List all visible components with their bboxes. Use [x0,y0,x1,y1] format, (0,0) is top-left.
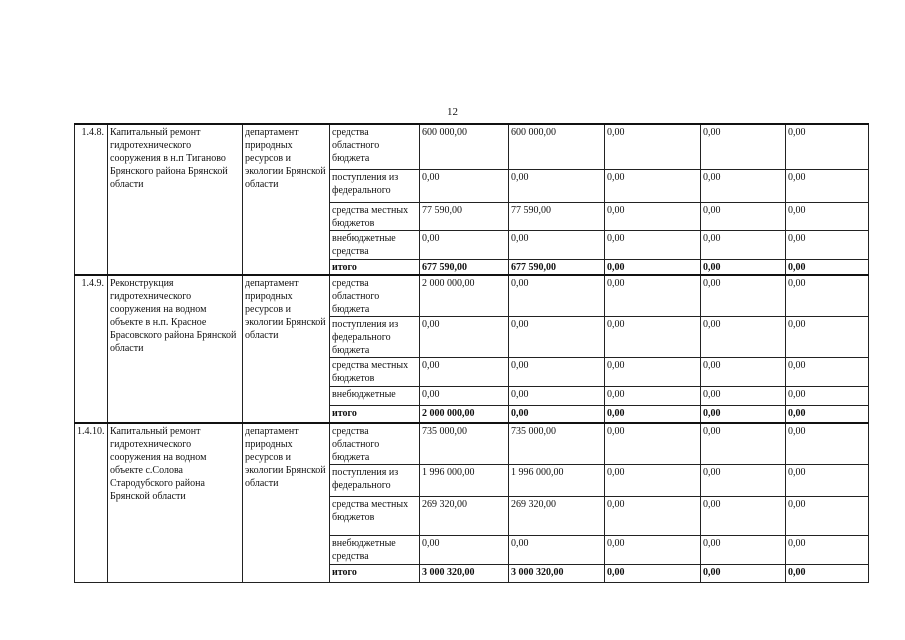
amount-cell: 77 590,00 [509,202,605,230]
amount-cell: 0,00 [701,230,786,259]
amount-cell: 0,00 [509,230,605,259]
amount-cell: 0,00 [786,124,869,169]
item-title: Капитальный ремонт гидротехнического сооружения на водном объекте с.Солова Стародубского района Брянской области [108,423,243,583]
item-code: 1.4.9. [75,275,108,424]
item-code: 1.4.10. [75,423,108,583]
amount-cell: 0,00 [786,230,869,259]
amount-cell: 0,00 [701,565,786,583]
amount-cell: 735 000,00 [420,423,509,465]
amount-cell: 0,00 [605,423,701,465]
amount-cell: 0,00 [605,275,701,317]
amount-cell: 0,00 [786,536,869,565]
amount-cell: 0,00 [786,565,869,583]
amount-cell: 0,00 [701,275,786,317]
amount-cell: 0,00 [605,124,701,169]
amount-cell: 0,00 [509,316,605,357]
funding-source: средства областного бюджета [330,124,420,169]
amount-cell: 0,00 [786,465,869,497]
amount-cell: 0,00 [701,386,786,405]
item-title: Реконструкция гидротехнического сооружения на водном объекте в н.п. Красное Брасовского района Брянской области [108,275,243,424]
amount-cell: 0,00 [701,536,786,565]
funding-source: средства местных бюджетов [330,497,420,536]
amount-cell: 0,00 [605,497,701,536]
amount-cell: 0,00 [509,536,605,565]
amount-cell: 0,00 [701,405,786,423]
amount-cell: 0,00 [605,259,701,275]
amount-cell: 600 000,00 [420,124,509,169]
funding-source: средства местных бюджетов [330,202,420,230]
amount-cell: 0,00 [701,497,786,536]
funding-source: внебюджетные [330,386,420,405]
table-row [75,423,869,465]
amount-cell: 0,00 [786,497,869,536]
amount-cell: 0,00 [786,423,869,465]
amount-cell: 0,00 [420,357,509,386]
amount-cell: 0,00 [420,386,509,405]
amount-cell: 3 000 320,00 [509,565,605,583]
amount-cell: 677 590,00 [420,259,509,275]
amount-cell: 269 320,00 [509,497,605,536]
amount-cell: 0,00 [420,169,509,202]
amount-cell: 0,00 [420,316,509,357]
amount-cell: 735 000,00 [509,423,605,465]
amount-cell: 0,00 [509,357,605,386]
amount-cell: 0,00 [420,536,509,565]
amount-cell: 0,00 [509,405,605,423]
amount-cell: 0,00 [786,316,869,357]
amount-cell: 0,00 [605,536,701,565]
funding-source: внебюджетные средства [330,536,420,565]
amount-cell: 0,00 [786,405,869,423]
amount-cell: 0,00 [605,316,701,357]
amount-cell: 269 320,00 [420,497,509,536]
amount-cell: 0,00 [701,316,786,357]
amount-cell: 77 590,00 [420,202,509,230]
item-department: департамент природных ресурсов и экологии Брянской области [243,124,330,275]
funding-source: внебюджетные средства [330,230,420,259]
amount-cell: 0,00 [509,169,605,202]
table-body [75,124,869,583]
amount-cell: 0,00 [605,202,701,230]
amount-cell: 0,00 [701,465,786,497]
amount-cell: 600 000,00 [509,124,605,169]
item-code: 1.4.8. [75,124,108,275]
amount-cell: 0,00 [605,565,701,583]
amount-cell: 0,00 [605,405,701,423]
page-number: 12 [447,106,458,118]
table-row [75,124,869,169]
amount-cell: 0,00 [420,230,509,259]
amount-cell: 0,00 [786,386,869,405]
amount-cell: 2 000 000,00 [420,405,509,423]
funding-source: средства областного бюджета [330,275,420,317]
amount-cell: 1 996 000,00 [420,465,509,497]
amount-cell: 3 000 320,00 [420,565,509,583]
amount-cell: 0,00 [786,169,869,202]
item-department: департамент природных ресурсов и экологии Брянской области [243,275,330,424]
funding-source: средства местных бюджетов [330,357,420,386]
funding-source: поступления из федерального [330,169,420,202]
amount-cell: 0,00 [605,386,701,405]
amount-cell: 0,00 [605,465,701,497]
amount-cell: 2 000 000,00 [420,275,509,317]
amount-cell: 0,00 [701,357,786,386]
funding-source: поступления из федерального [330,465,420,497]
amount-cell: 0,00 [701,169,786,202]
amount-cell: 677 590,00 [509,259,605,275]
amount-cell: 0,00 [605,230,701,259]
amount-cell: 0,00 [701,259,786,275]
item-title: Капитальный ремонт гидротехнического сооружения в н.п Тиганово Брянского района Брянской области [108,124,243,275]
amount-cell: 0,00 [605,169,701,202]
funding-source: средства областного бюджета [330,423,420,465]
budget-table [74,123,869,583]
amount-cell: 0,00 [509,275,605,317]
funding-source: поступления из федерального бюджета [330,316,420,357]
amount-cell: 0,00 [701,423,786,465]
funding-source: итого [330,565,420,583]
funding-source: итого [330,405,420,423]
amount-cell: 0,00 [786,275,869,317]
amount-cell: 0,00 [509,386,605,405]
amount-cell: 0,00 [786,259,869,275]
amount-cell: 0,00 [701,202,786,230]
table-row [75,275,869,317]
amount-cell: 0,00 [786,357,869,386]
amount-cell: 1 996 000,00 [509,465,605,497]
amount-cell: 0,00 [605,357,701,386]
amount-cell: 0,00 [701,124,786,169]
item-department: департамент природных ресурсов и экологии Брянской области [243,423,330,583]
amount-cell: 0,00 [786,202,869,230]
funding-source: итого [330,259,420,275]
